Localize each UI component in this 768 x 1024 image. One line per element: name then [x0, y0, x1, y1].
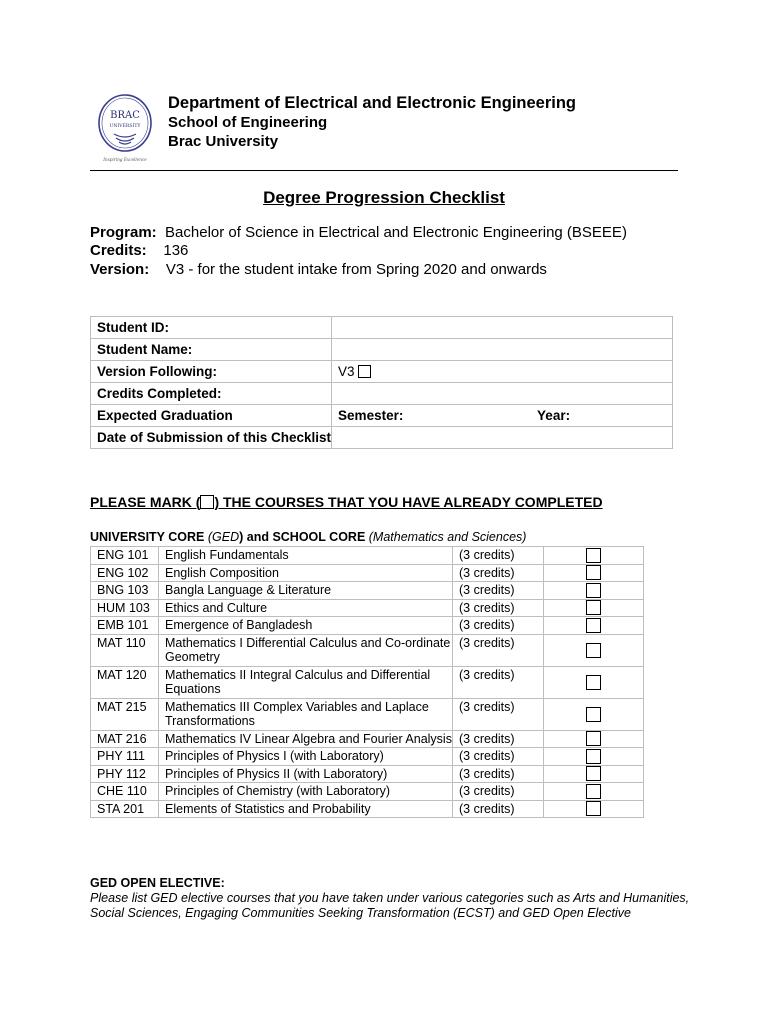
- submission-date-label: Date of Submission of this Checklist: [91, 427, 332, 449]
- instruction-heading: [90, 494, 603, 510]
- course-checkbox-cell: [544, 730, 644, 748]
- version-value: V3 - for the student intake from Spring 2020 and onwards: [165, 261, 547, 278]
- courses-table: [90, 546, 644, 818]
- course-row: [91, 547, 644, 565]
- course-completed-checkbox[interactable]: [586, 618, 601, 633]
- student-id-label: Student ID:: [91, 317, 332, 339]
- core-heading-part4: (Mathematics and Sciences): [368, 530, 527, 544]
- course-name: Bangla Language & Literature: [159, 582, 453, 600]
- logo-subtext: UNIVERSITY: [109, 124, 141, 129]
- student-name-label: Student Name:: [91, 339, 332, 361]
- course-row: [91, 599, 644, 617]
- course-name: Ethics and Culture: [159, 599, 453, 617]
- expected-graduation-label: Expected Graduation: [91, 405, 332, 427]
- course-credits: (3 credits): [453, 634, 544, 666]
- course-code: ENG 101: [91, 547, 159, 565]
- course-credits: (3 credits): [453, 582, 544, 600]
- course-code: ENG 102: [91, 564, 159, 582]
- course-row: [91, 783, 644, 801]
- course-checkbox-cell: [544, 599, 644, 617]
- course-checkbox-cell: [544, 582, 644, 600]
- version-v3-checkbox[interactable]: [358, 365, 371, 378]
- ged-open-text: Please list GED elective courses that you have taken under various categories such as Arts and Humanities, Social Sciences, Engaging Communities Seeking Transformation (ECST) and GED Open Elective: [90, 891, 690, 920]
- course-code: MAT 110: [91, 634, 159, 666]
- course-code: EMB 101: [91, 617, 159, 635]
- course-credits: (3 credits): [453, 599, 544, 617]
- course-credits: (3 credits): [453, 748, 544, 766]
- logo-text: BRAC: [110, 110, 140, 121]
- program-line: [90, 224, 627, 241]
- course-row: [91, 748, 644, 766]
- course-credits: (3 credits): [453, 800, 544, 818]
- course-name: Mathematics II Integral Calculus and Differential Equations: [159, 666, 453, 698]
- course-name: Mathematics IV Linear Algebra and Fourier Analysis: [159, 730, 453, 748]
- course-completed-checkbox[interactable]: [586, 766, 601, 781]
- course-completed-checkbox[interactable]: [586, 784, 601, 799]
- course-row: [91, 564, 644, 582]
- course-checkbox-cell: [544, 748, 644, 766]
- department-name: Department of Electrical and Electronic Engineering: [168, 94, 577, 112]
- course-checkbox-cell: [544, 783, 644, 801]
- core-section-heading: [90, 530, 526, 544]
- course-credits: (3 credits): [453, 698, 544, 730]
- course-code: MAT 216: [91, 730, 159, 748]
- course-credits: (3 credits): [453, 564, 544, 582]
- course-code: HUM 103: [91, 599, 159, 617]
- credits-label: Credits:: [90, 242, 147, 259]
- course-name: Elements of Statistics and Probability: [159, 800, 453, 818]
- course-checkbox-cell: [544, 765, 644, 783]
- credits-value: 136: [163, 242, 189, 259]
- course-checkbox-cell: [544, 634, 644, 666]
- core-heading-part1: UNIVERSITY CORE: [90, 530, 208, 544]
- course-code: STA 201: [91, 800, 159, 818]
- course-completed-checkbox[interactable]: [586, 583, 601, 598]
- course-credits: (3 credits): [453, 783, 544, 801]
- course-credits: (3 credits): [453, 730, 544, 748]
- course-name: Mathematics III Complex Variables and Laplace Transformations: [159, 698, 453, 730]
- credits-completed-label: Credits Completed:: [91, 383, 332, 405]
- course-code: CHE 110: [91, 783, 159, 801]
- course-name: English Composition: [159, 564, 453, 582]
- header-divider: [90, 170, 678, 171]
- course-completed-checkbox[interactable]: [586, 565, 601, 580]
- course-credits: (3 credits): [453, 547, 544, 565]
- credits-completed-field[interactable]: [332, 383, 673, 405]
- course-name: Mathematics I Differential Calculus and Co-ordinate Geometry: [159, 634, 453, 666]
- course-credits: (3 credits): [453, 765, 544, 783]
- course-code: BNG 103: [91, 582, 159, 600]
- course-credits: (3 credits): [453, 666, 544, 698]
- course-row: [91, 666, 644, 698]
- course-checkbox-cell: [544, 666, 644, 698]
- version-following-label: Version Following:: [91, 361, 332, 383]
- student-name-field[interactable]: [332, 339, 673, 361]
- course-completed-checkbox[interactable]: [586, 707, 601, 722]
- semester-label: Semester:: [338, 408, 404, 423]
- year-label: Year:: [537, 408, 571, 423]
- course-checkbox-cell: [544, 617, 644, 635]
- course-code: MAT 120: [91, 666, 159, 698]
- course-completed-checkbox[interactable]: [586, 801, 601, 816]
- brac-university-logo: [92, 90, 158, 166]
- course-name: Principles of Chemistry (with Laboratory): [159, 783, 453, 801]
- course-row: [91, 698, 644, 730]
- course-row: [91, 617, 644, 635]
- university-name: Brac University: [168, 133, 279, 150]
- instruction-text-start: PLEASE MARK (: [90, 494, 201, 510]
- course-row: [91, 634, 644, 666]
- course-completed-checkbox[interactable]: [586, 731, 601, 746]
- instruction-text-end: ) THE COURSES THAT YOU HAVE ALREADY COMPLETED: [214, 494, 603, 510]
- submission-date-field[interactable]: [332, 427, 673, 449]
- course-code: PHY 111: [91, 748, 159, 766]
- course-checkbox-cell: [544, 800, 644, 818]
- version-following-field: [332, 361, 673, 383]
- core-heading-part2: (GED: [207, 530, 240, 544]
- expected-graduation-field[interactable]: [332, 405, 673, 427]
- course-row: [91, 800, 644, 818]
- school-name: School of Engineering: [168, 114, 328, 131]
- program-label: Program:: [90, 224, 157, 241]
- program-value: Bachelor of Science in Electrical and Electronic Engineering (BSEEE): [165, 224, 627, 241]
- course-name: Principles of Physics I (with Laboratory): [159, 748, 453, 766]
- course-code: PHY 112: [91, 765, 159, 783]
- core-heading-part3: ) and SCHOOL CORE: [239, 530, 369, 544]
- course-completed-checkbox[interactable]: [586, 643, 601, 658]
- course-checkbox-cell: [544, 547, 644, 565]
- course-completed-checkbox[interactable]: [586, 600, 601, 615]
- course-code: MAT 215: [91, 698, 159, 730]
- student-info-table: [90, 316, 673, 449]
- course-row: [91, 582, 644, 600]
- student-id-field[interactable]: [332, 317, 673, 339]
- course-name: English Fundamentals: [159, 547, 453, 565]
- logo-tagline: Inspiring Excellence: [103, 157, 147, 162]
- version-label: Version:: [90, 261, 150, 278]
- version-option-label: V3: [338, 364, 355, 379]
- course-name: Principles of Physics II (with Laboratory): [159, 765, 453, 783]
- credits-line: [90, 242, 188, 259]
- ged-open-heading: GED OPEN ELECTIVE:: [90, 876, 225, 890]
- course-completed-checkbox[interactable]: [586, 749, 601, 764]
- version-line: [90, 261, 547, 278]
- course-credits: (3 credits): [453, 617, 544, 635]
- course-name: Emergence of Bangladesh: [159, 617, 453, 635]
- course-row: [91, 730, 644, 748]
- checkbox-icon: [200, 495, 214, 509]
- course-completed-checkbox[interactable]: [586, 675, 601, 690]
- course-row: [91, 765, 644, 783]
- course-checkbox-cell: [544, 564, 644, 582]
- course-checkbox-cell: [544, 698, 644, 730]
- page-title: Degree Progression Checklist: [263, 188, 505, 207]
- course-completed-checkbox[interactable]: [586, 548, 601, 563]
